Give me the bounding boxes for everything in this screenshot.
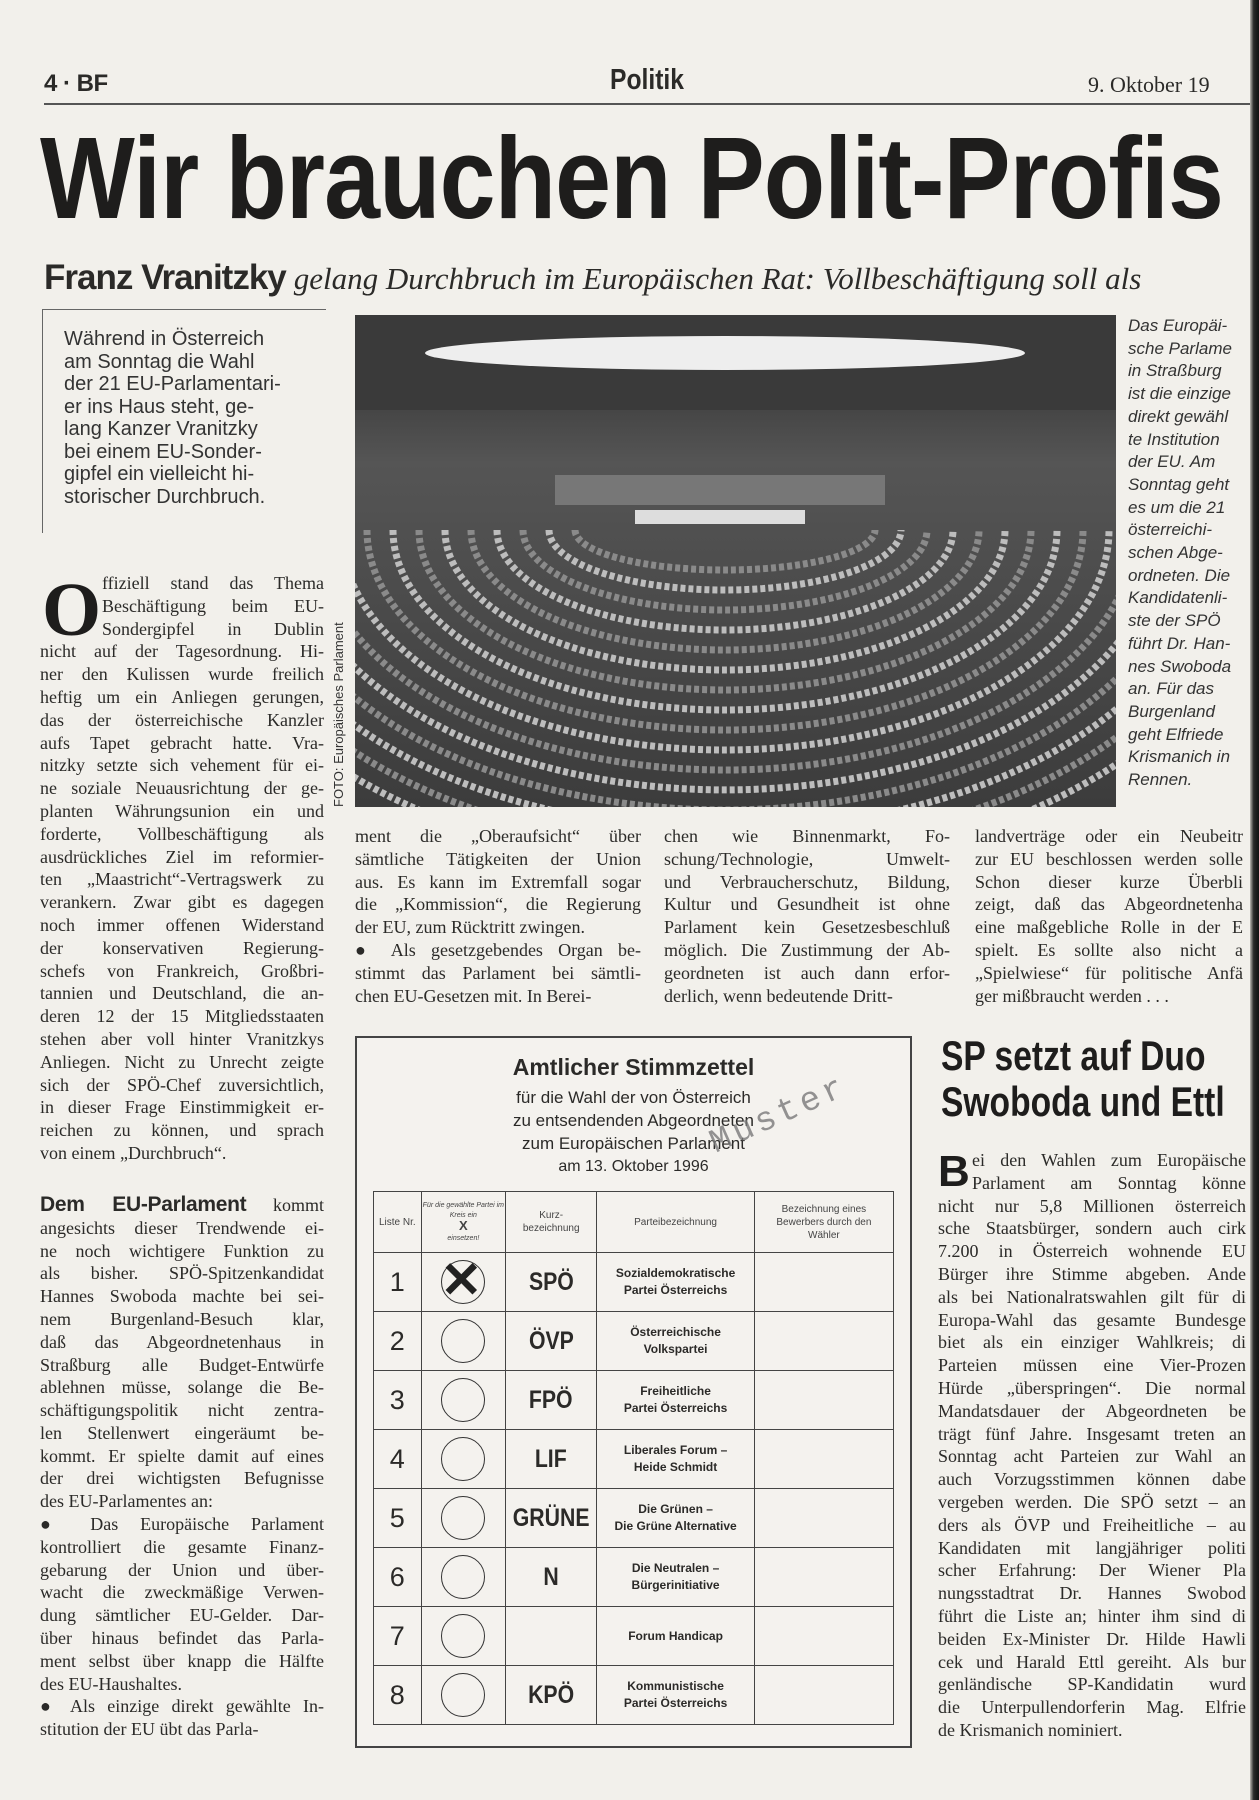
text-line: derlich, wenn bedeutende Dritt- bbox=[664, 985, 893, 1006]
article-column-1 bbox=[40, 568, 324, 1741]
text-line: das der österreichische Kanzler bbox=[40, 709, 324, 730]
party-name-line: Partei Österreichs bbox=[623, 1401, 728, 1415]
text-line: ● Als einzige direkt gewählte In- bbox=[40, 1696, 324, 1717]
col-header-list-nr: Liste Nr. bbox=[374, 1192, 422, 1253]
text-line: der EU, zum Rücktritt zwingen. bbox=[355, 917, 585, 938]
text-line: schefs von Frankreich, Großbri- bbox=[40, 960, 324, 981]
mark-instruction-end: einsetzen! bbox=[447, 1234, 480, 1242]
party-name-cell bbox=[597, 1371, 754, 1430]
photo-credit: FOTO: Europäisches Parlament bbox=[331, 622, 346, 807]
paragraph bbox=[938, 1149, 1246, 1742]
ballot-row bbox=[374, 1666, 894, 1725]
party-name-line: Die Grünen – bbox=[638, 1502, 713, 1516]
party-name-line: Freiheitliche bbox=[640, 1384, 711, 1398]
paragraph bbox=[664, 825, 950, 1007]
list-number: 6 bbox=[374, 1548, 422, 1607]
text-line: Anliegen. Nicht zu Unrecht zeigte bbox=[40, 1051, 324, 1072]
text-line: beiden Ex-Minister Dr. Hilde Hawli bbox=[938, 1628, 1246, 1649]
article-column-2 bbox=[355, 825, 641, 1007]
intro-line: Während in Österreich bbox=[64, 328, 265, 350]
side-headline-line: SP setzt auf Duo bbox=[941, 1032, 1206, 1079]
scan-edge-shadow bbox=[1250, 0, 1259, 1800]
mark-cell[interactable] bbox=[421, 1548, 505, 1607]
text-line: führt die Liste an; hinter ihm sind di bbox=[938, 1605, 1246, 1626]
mark-cell[interactable] bbox=[421, 1253, 505, 1312]
caption-line: ordneten. Die bbox=[1128, 565, 1231, 585]
vote-circle[interactable] bbox=[441, 1319, 485, 1363]
text-line: ausdrückliches Ziel im reformier- bbox=[40, 846, 324, 867]
party-name-cell bbox=[597, 1548, 754, 1607]
party-name-line: Volkspartei bbox=[643, 1342, 708, 1356]
text-line: Kandidaten mit langjähriger politi bbox=[938, 1537, 1246, 1558]
caption-line: Krismanich in bbox=[1128, 747, 1231, 767]
text-line: geordneten ist auch dann erfor- bbox=[664, 962, 950, 983]
caption-line: Burgenland bbox=[1128, 701, 1215, 721]
col-header-mark bbox=[421, 1192, 505, 1253]
intro-line: bei einem EU-Sonder- bbox=[64, 440, 262, 463]
mark-x: X bbox=[459, 1217, 468, 1233]
text-line: heftig um ein Anliegen gerungen, bbox=[40, 686, 324, 707]
party-short-cell bbox=[506, 1666, 597, 1725]
party-name-line: Partei Österreichs bbox=[623, 1696, 728, 1710]
party-short-cell bbox=[506, 1312, 597, 1371]
text-line: Beschäftigung beim EU- bbox=[102, 595, 324, 616]
caption-line: ist die einzige bbox=[1128, 384, 1232, 404]
text-line: 7.200 in Österreich wohnende EU bbox=[938, 1241, 1246, 1262]
text-line: des EU-Haushaltes. bbox=[40, 1673, 182, 1694]
text-line: von einem „Durchbruch“. bbox=[40, 1142, 227, 1163]
text-line: als bisher. SPÖ-Spitzenkandidat bbox=[40, 1263, 324, 1284]
text-line: ei den Wahlen zum Europäische bbox=[972, 1150, 1246, 1170]
text-line: zeigt, daß das Abgeordnetenha bbox=[975, 894, 1243, 915]
list-number: 7 bbox=[374, 1607, 422, 1666]
caption-line: Kandidatenli- bbox=[1128, 588, 1228, 608]
text-line: möglich. Die Zustimmung der Ab- bbox=[664, 939, 950, 960]
party-short: LIF bbox=[535, 1444, 568, 1473]
text-line: deren 12 der 15 Mitgliedsstaaten bbox=[40, 1006, 324, 1027]
party-name-line: Heide Schmidt bbox=[633, 1460, 718, 1474]
ballot-title: Amtlicher Stimmzettel bbox=[512, 1054, 755, 1080]
party-short: GRÜNE bbox=[512, 1503, 590, 1532]
issue-date: 9. Oktober 19 bbox=[1088, 72, 1210, 97]
text-line: auch Vorzugsstimmen können dabe bbox=[938, 1469, 1246, 1490]
caption-line: nes Swoboda bbox=[1128, 656, 1232, 676]
ballot-subtitle-line: für die Wahl der von Österreich bbox=[516, 1088, 751, 1107]
mark-cell[interactable] bbox=[421, 1371, 505, 1430]
article-column-4 bbox=[975, 825, 1243, 1007]
text-line: Europa-Wahl das gesamte Bundesge bbox=[938, 1309, 1246, 1330]
x-mark-icon: ✕ bbox=[440, 1252, 483, 1308]
caption-line: führt Dr. Han- bbox=[1128, 633, 1231, 653]
caption-line: Rennen. bbox=[1128, 770, 1193, 790]
text-line: planten Währungsunion ein und bbox=[40, 800, 324, 821]
text-line: über hinaus befindet das Parla- bbox=[40, 1628, 324, 1649]
mark-cell[interactable] bbox=[421, 1607, 505, 1666]
ballot-paper bbox=[355, 1036, 912, 1748]
col-header-party: Parteibezeichnung bbox=[597, 1192, 754, 1253]
text-line: Schon dieser kurze Überbli bbox=[975, 871, 1243, 892]
text-line: „Spielwiese“ für politische Anfä bbox=[975, 962, 1243, 983]
text-line: reichen zu können, und sprach bbox=[40, 1120, 324, 1141]
caption-line: geht Elfriede bbox=[1128, 724, 1224, 744]
text-line: sche Staatsbürger, sondern auch cirk bbox=[938, 1218, 1246, 1239]
party-short-cell bbox=[506, 1607, 597, 1666]
party-short: FPÖ bbox=[529, 1385, 574, 1414]
section-title: Politik bbox=[610, 64, 684, 96]
candidate-cell[interactable] bbox=[754, 1253, 893, 1312]
party-name-cell bbox=[597, 1430, 754, 1489]
page-number: 4 · BF bbox=[44, 70, 108, 97]
photo-caption bbox=[1128, 315, 1232, 792]
party-short-cell bbox=[506, 1253, 597, 1312]
list-number: 8 bbox=[374, 1666, 422, 1725]
text-line: die Unterpullendorferin Mag. Elfrie bbox=[938, 1697, 1246, 1718]
text-line: ner den Kulissen wurde freilich bbox=[40, 664, 324, 685]
candidate-cell[interactable] bbox=[754, 1489, 893, 1548]
article-column-3 bbox=[664, 825, 950, 1007]
vote-circle[interactable] bbox=[441, 1437, 485, 1481]
side-headline bbox=[941, 1033, 1225, 1125]
paragraph bbox=[355, 825, 641, 939]
text-line: chen wie Binnenmarkt, Fo- bbox=[664, 826, 950, 846]
party-name-line: Die Neutralen – bbox=[631, 1561, 720, 1575]
text-line: und Verbraucherschutz, Bildung, bbox=[664, 871, 950, 892]
ballot-row bbox=[374, 1548, 894, 1607]
caption-line: sche Parlame bbox=[1128, 338, 1232, 358]
party-name-cell bbox=[597, 1489, 754, 1548]
text-line: noch immer offenen Widerstand bbox=[40, 914, 324, 935]
party-short-cell bbox=[506, 1548, 597, 1607]
text-line: len Stellenwert eingeräumt be- bbox=[40, 1422, 324, 1443]
list-number: 5 bbox=[374, 1489, 422, 1548]
text-line: ne noch wichtigere Funktion zu bbox=[40, 1240, 324, 1261]
party-short: ÖVP bbox=[528, 1326, 574, 1355]
intro-line: gipfel ein vielleicht hi- bbox=[64, 463, 255, 485]
vote-circle[interactable] bbox=[440, 1252, 485, 1308]
text-line: de Krismanich nominiert. bbox=[938, 1719, 1123, 1740]
text-line: ment selbst über knapp die Hälfte bbox=[40, 1650, 324, 1671]
ballot-row bbox=[374, 1430, 894, 1489]
text-line: stehen aber voll hinter Vranitzkys bbox=[40, 1028, 324, 1049]
paragraph bbox=[40, 568, 324, 1165]
list-number: 3 bbox=[374, 1371, 422, 1430]
text-line: stitution der EU übt das Parla- bbox=[40, 1719, 259, 1740]
text-line bbox=[40, 1193, 324, 1217]
party-name-line: Die Grüne Alternative bbox=[614, 1519, 737, 1533]
ballot-row bbox=[374, 1489, 894, 1548]
party-name-line: Forum Handicap bbox=[628, 1628, 723, 1643]
text-line: ders als ÖVP und Freiheitliche – au bbox=[938, 1514, 1246, 1535]
party-name-line: Partei Österreichs bbox=[623, 1283, 728, 1297]
text-line: ablehnen müsse, solange die Be- bbox=[40, 1377, 324, 1398]
text-line: Sondergipfel in Dublin bbox=[102, 618, 324, 639]
text-line: scher Erfahrung: Der Wiener Pla bbox=[938, 1560, 1246, 1581]
text-line: der drei wichtigsten Befugnisse bbox=[40, 1468, 324, 1489]
caption-line: der EU. Am bbox=[1128, 452, 1216, 472]
ballot-date: am 13. Oktober 1996 bbox=[558, 1158, 709, 1175]
list-number: 2 bbox=[374, 1312, 422, 1371]
drop-cap: B bbox=[938, 1147, 970, 1196]
party-name-line: Österreichische bbox=[630, 1325, 721, 1339]
vote-circle[interactable] bbox=[441, 1496, 485, 1540]
party-name-cell bbox=[597, 1253, 754, 1312]
paragraph bbox=[40, 1193, 324, 1513]
ballot-row bbox=[374, 1253, 894, 1312]
subheadline-lead: Franz Vranitzky bbox=[44, 258, 286, 297]
party-name-cell bbox=[597, 1607, 754, 1666]
text-line: aus. Es kann im Extremfall sogar bbox=[355, 871, 641, 892]
party-short-cell bbox=[506, 1430, 597, 1489]
text-line: Hannes Swoboda machte bei sei- bbox=[40, 1286, 324, 1307]
party-name-line: Liberales Forum – bbox=[623, 1443, 728, 1457]
list-number: 4 bbox=[374, 1430, 422, 1489]
text-line: Mandatsdauer der Abgeordneten be bbox=[938, 1400, 1246, 1421]
col-header-candidate: Bezeichnung eines Bewerbers durch den Wähler bbox=[754, 1192, 893, 1253]
text-line: Parlament kein Gesetzesbeschluß bbox=[664, 917, 950, 938]
text-line: Hürde „überspringen“. Die normal bbox=[938, 1377, 1246, 1398]
intro-box bbox=[42, 309, 326, 533]
paragraph bbox=[355, 939, 641, 1007]
paragraph bbox=[40, 1695, 324, 1741]
party-short-cell bbox=[506, 1489, 597, 1548]
text-line: ● Als gesetzgebendes Organ be- bbox=[355, 939, 641, 960]
intro-line: lang Kanzer Vranitzky bbox=[64, 418, 258, 440]
ballot-subtitle-line: zum Europäischen Parlament bbox=[521, 1134, 745, 1153]
text-line: verankern. Zwar gibt es dagegen bbox=[40, 892, 324, 913]
text-line: der konservativen Regierung- bbox=[40, 937, 324, 958]
text-line: sich der SPÖ-Chef zuversichtlich, bbox=[40, 1074, 324, 1095]
text-line: cek und Harald Ettl gereiht. Als bur bbox=[938, 1651, 1246, 1672]
text-line: gebarung der Union und über- bbox=[40, 1559, 324, 1580]
party-short: SPÖ bbox=[528, 1267, 574, 1296]
paragraph bbox=[40, 1513, 324, 1695]
text-line: nem Burgenland-Besuch klar, bbox=[40, 1308, 324, 1329]
side-article-body bbox=[938, 1149, 1246, 1742]
text-line: spielt. Es sollte also nicht a bbox=[975, 939, 1243, 960]
text-line: zur EU beschlossen werden solle bbox=[975, 848, 1243, 869]
caption-line: Das Europäi- bbox=[1128, 316, 1228, 335]
party-name-line: Sozialdemokratische bbox=[615, 1266, 736, 1280]
text-line: in dieser Frage Einstimmigkeit er- bbox=[40, 1097, 324, 1118]
text-line: nicht auf der Tagesordnung. Hi- bbox=[40, 641, 324, 662]
mark-cell[interactable] bbox=[421, 1489, 505, 1548]
text-line: wacht die zweckmäßige Verwen- bbox=[40, 1582, 324, 1603]
paragraph-lead: Dem EU-Parlament bbox=[40, 1192, 247, 1216]
text-line: aufs Tapet gebracht hatte. Vra- bbox=[40, 732, 324, 753]
party-short: KPÖ bbox=[528, 1680, 575, 1709]
vote-circle[interactable] bbox=[441, 1378, 485, 1422]
parliament-photo bbox=[355, 315, 1116, 807]
ballot-row bbox=[374, 1371, 894, 1430]
text-line: biet als ein einziger Wahlkreis; di bbox=[938, 1332, 1246, 1353]
text-line: daß das Abgeordnetenhaus in bbox=[40, 1331, 324, 1352]
mark-cell[interactable] bbox=[421, 1666, 505, 1725]
party-short-cell bbox=[506, 1371, 597, 1430]
text-line: trägt fünf Jahre. Insgesamt treten an bbox=[938, 1423, 1246, 1444]
text-line: Bürger ihre Stimme abgeben. Ande bbox=[938, 1263, 1246, 1284]
candidate-cell[interactable] bbox=[754, 1548, 893, 1607]
mark-cell[interactable] bbox=[421, 1312, 505, 1371]
drop-cap: O bbox=[42, 568, 102, 652]
caption-line: direkt gewähl bbox=[1128, 406, 1229, 426]
text-line: ne soziale Neuausrichtung der ge- bbox=[40, 778, 324, 799]
text-line: forderte, Vollbeschäftigung als bbox=[40, 823, 324, 844]
text-line: Parlament am Sonntag könne bbox=[972, 1172, 1246, 1193]
text-line: schäftigungspolitik nicht zentra- bbox=[40, 1400, 324, 1421]
text: kommt bbox=[272, 1194, 324, 1215]
candidate-cell[interactable] bbox=[754, 1312, 893, 1371]
text-line: Sonntag acht Parteien zur Wahl an bbox=[938, 1446, 1246, 1467]
caption-line: es um die 21 bbox=[1128, 497, 1226, 517]
list-number: 1 bbox=[374, 1253, 422, 1312]
intro-line: storischer Durchbruch. bbox=[64, 485, 266, 508]
text-line: tannien und Deutschland, die an- bbox=[40, 983, 324, 1004]
text-line: landverträge oder ein Neubeitr bbox=[975, 826, 1243, 846]
caption-line: ste der SPÖ bbox=[1128, 611, 1221, 631]
text-line: ● Das Europäische Parlament bbox=[40, 1514, 324, 1535]
text-line: ten „Maastricht“-Vertragswerk zu bbox=[40, 869, 324, 890]
side-headline-line: Swoboda und Ettl bbox=[941, 1078, 1225, 1125]
ballot-table bbox=[373, 1191, 894, 1725]
caption-line: österreichi- bbox=[1128, 520, 1213, 540]
ballot-row bbox=[374, 1607, 894, 1666]
intro-line: am Sonntag die Wahl bbox=[64, 350, 255, 373]
text-line: stimmt das Parlament bei sämtli- bbox=[355, 962, 641, 983]
text-line: ment die „Oberaufsicht“ über bbox=[355, 826, 641, 846]
party-short: N bbox=[543, 1562, 559, 1591]
candidate-cell[interactable] bbox=[754, 1371, 893, 1430]
mark-instruction: Für die gewählte Partei im Kreis ein bbox=[422, 1201, 504, 1219]
text-line: Kultur und Gesundheit ist ohne bbox=[664, 894, 950, 915]
text-line: vergeben werden. Die SPÖ setzt – an bbox=[938, 1491, 1246, 1512]
candidate-cell[interactable] bbox=[754, 1666, 893, 1725]
text-line: genländische SP-Kandidatin wurd bbox=[938, 1674, 1246, 1695]
vote-circle[interactable] bbox=[441, 1614, 485, 1658]
muster-stamp: Muster bbox=[704, 1068, 854, 1163]
text-line: kontrolliert die gesamte Finanz- bbox=[40, 1536, 324, 1557]
intro-line: der 21 EU-Parlamentari- bbox=[64, 373, 281, 395]
caption-line: te Institution bbox=[1128, 429, 1220, 449]
vote-circle[interactable] bbox=[441, 1555, 485, 1599]
text-line: nitzky setzte sich vehement für ei- bbox=[40, 755, 324, 776]
caption-line: in Straßburg bbox=[1128, 361, 1222, 381]
text-line: dung sämtlicher EU-Gelder. Dar- bbox=[40, 1605, 324, 1626]
ballot-subtitle-line: zu entsendenden Abgeordneten bbox=[512, 1111, 755, 1130]
candidate-cell[interactable] bbox=[754, 1607, 893, 1666]
text-line: schung/Technologie, Umwelt- bbox=[664, 848, 950, 869]
candidate-cell[interactable] bbox=[754, 1430, 893, 1489]
text-line: nungsstadtrat Dr. Hannes Swobod bbox=[938, 1583, 1246, 1604]
parliament-hemicycle-image bbox=[355, 315, 1116, 807]
text-line: eine maßgebliche Rolle in der E bbox=[975, 917, 1243, 938]
subheadline-text: gelang Durchbruch im Europäischen Rat: Vollbeschäftigung soll als bbox=[293, 261, 1142, 296]
caption-line: schen Abge- bbox=[1128, 543, 1223, 563]
text-line: Parteien müssen eine Vier-Prozen bbox=[938, 1355, 1246, 1376]
party-name-line: Kommunistische bbox=[627, 1679, 724, 1693]
text-line: Straßburg alle Budget-Entwürfe bbox=[40, 1354, 324, 1375]
col-header-short: Kurz-bezeichnung bbox=[506, 1192, 597, 1253]
subheadline bbox=[44, 258, 1141, 298]
text-line: als bei Nationalratswahlen gilt für di bbox=[938, 1286, 1246, 1307]
vote-circle[interactable] bbox=[441, 1673, 485, 1717]
caption-line: an. Für das bbox=[1128, 679, 1214, 699]
text-line: ger mißbraucht werden . . . bbox=[975, 985, 1169, 1006]
text-line: kommt. Er spielte damit auf eines bbox=[40, 1445, 324, 1466]
party-name-cell bbox=[597, 1312, 754, 1371]
text-line: ffiziell stand das Thema bbox=[102, 573, 324, 593]
text-line: chen EU-Gesetzen mit. In Berei- bbox=[355, 985, 592, 1006]
text-line: sämtliche Tätigkeiten der Union bbox=[355, 848, 641, 869]
headline: Wir brauchen Polit-Profis bbox=[40, 113, 1224, 243]
ballot-row bbox=[374, 1312, 894, 1371]
party-name-cell bbox=[597, 1666, 754, 1725]
caption-line: Sonntag geht bbox=[1128, 474, 1230, 494]
party-name-line: Bürgerinitiative bbox=[631, 1578, 720, 1592]
intro-line: er ins Haus steht, ge- bbox=[64, 395, 255, 418]
mark-cell[interactable] bbox=[421, 1430, 505, 1489]
intro-text bbox=[64, 328, 281, 508]
text-line: angesichts dieser Trendwende ei- bbox=[40, 1217, 324, 1238]
header-rule bbox=[44, 103, 1250, 105]
text-line: nicht nur 5,8 Millionen österreich bbox=[938, 1195, 1246, 1216]
text-line: die „Kommission“, die Regierung bbox=[355, 894, 641, 915]
text-line: des EU-Parlamentes an: bbox=[40, 1491, 213, 1512]
paragraph bbox=[975, 825, 1243, 1007]
